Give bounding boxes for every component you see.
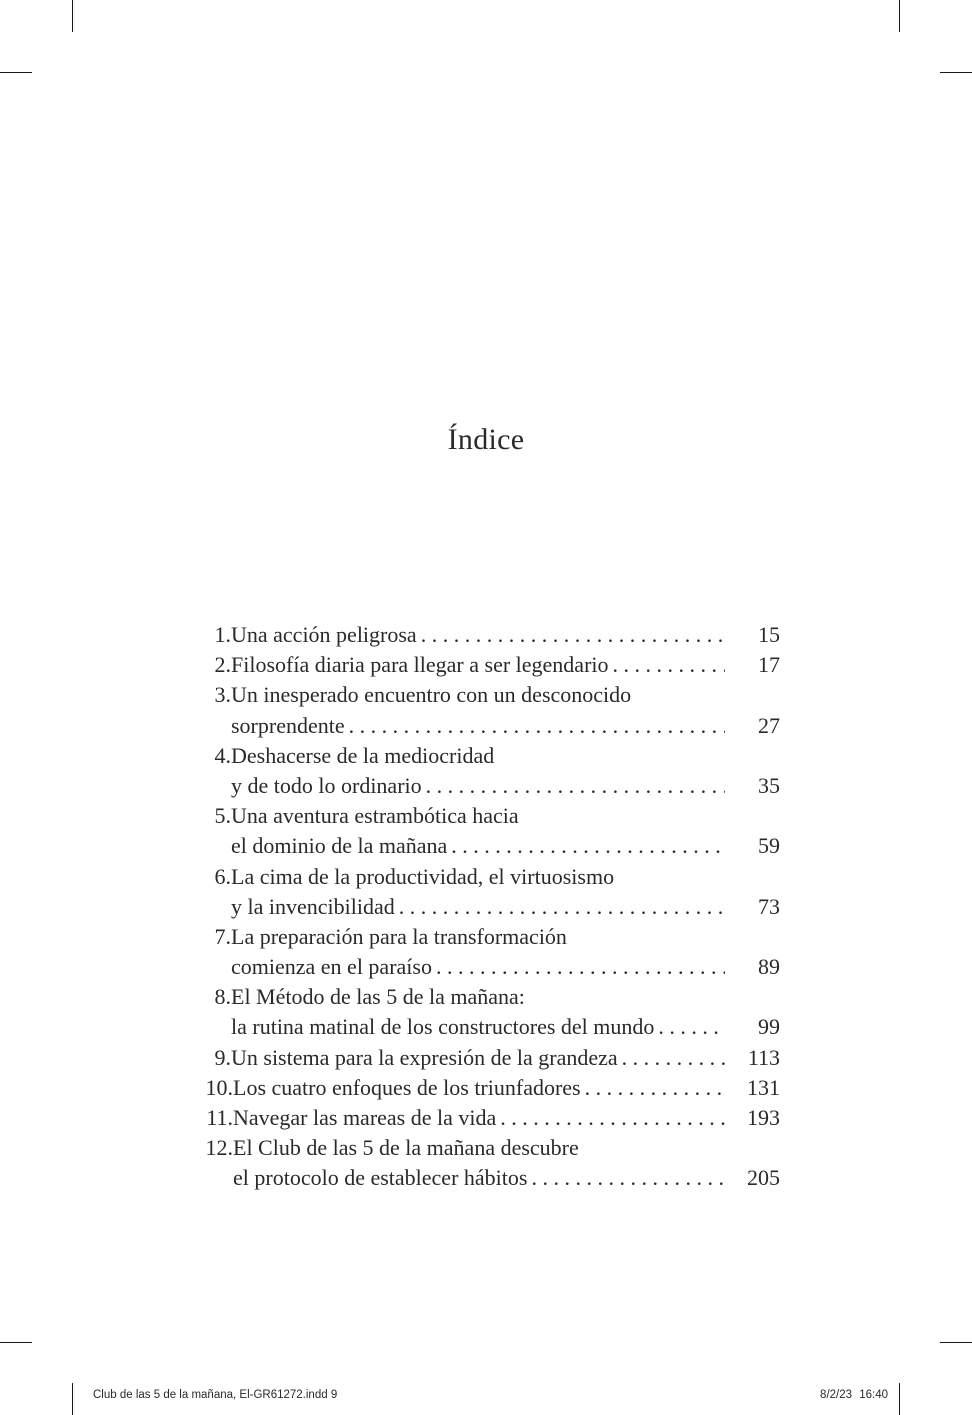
toc-leader-dots [421,620,725,650]
toc-line [190,620,780,650]
toc-entry-page: 89 [758,954,780,980]
toc-entry-title: Los cuatro enfoques de los triunfadores [233,1074,581,1100]
toc-entry-title: el dominio de la mañana [231,833,448,859]
toc-entry-number: 6. [214,863,231,889]
page-title: Índice [447,423,525,456]
toc-entry [190,1073,780,1103]
toc-entry-title: comienza en el paraíso [231,954,432,980]
toc-entry-title: Una acción peligrosa [231,622,417,647]
toc-line [190,982,780,1012]
toc-entry-title: la rutina matinal de los constructores del mundo [231,1014,655,1040]
crop-mark-bottom-right-vertical [899,1383,900,1415]
toc-entry-page: 27 [758,712,780,738]
toc-entry [190,862,780,922]
toc-leader-dots [451,831,725,861]
toc-entry-title: El Método de las 5 de la mañana: [231,984,525,1010]
toc-entry-title: Un sistema para la expresión de la grandeza [231,1044,618,1070]
toc-entry-title: y de todo lo ordinario [231,772,422,798]
toc-entry-page: 113 [747,1044,780,1070]
toc-leader-dots [500,1103,725,1133]
crop-mark-bottom-right-horizontal [940,1342,972,1343]
toc-entry-title: Filosofía diaria para llegar a ser legendario [231,652,609,678]
toc-entry [190,1043,780,1073]
toc-entry-title: Un inesperado encuentro con un desconocido [231,682,632,708]
toc-entry-title: el protocolo de establecer hábitos [233,1165,528,1191]
toc-line [190,741,780,771]
toc-entry [190,1103,780,1133]
toc-leader-dots [585,1073,725,1103]
toc-entry-page: 131 [747,1074,780,1100]
crop-mark-top-left-vertical [72,0,73,32]
slug-datetime: 8/2/23 16:40 [820,1389,888,1401]
toc-entry-title: La cima de la productividad, el virtuosismo [231,863,615,889]
toc-entry [190,1133,780,1193]
toc-entry-title: Navegar las mareas de la vida [233,1105,497,1130]
toc-line [190,711,780,741]
toc-entry-number: 5. [214,803,231,829]
toc-entry [190,741,780,801]
toc-entry-page: 35 [758,772,780,798]
toc-entry-title: La preparación para la transformación [231,923,567,949]
toc-leader-dots [658,1012,725,1042]
toc-line [190,831,780,861]
toc-entry [190,982,780,1042]
toc-entry-page: 73 [758,893,780,919]
toc-leader-dots [613,650,725,680]
toc-entry-page: 205 [747,1165,780,1191]
toc-leader-dots [531,1163,725,1193]
crop-mark-top-left-horizontal [0,72,32,73]
toc-entry-page: 15 [758,622,780,647]
toc-line [190,1043,780,1073]
toc-line [190,1163,780,1193]
toc-entry [190,620,780,650]
toc-line [190,650,780,680]
toc-leader-dots [426,771,725,801]
toc-line [190,680,780,710]
crop-mark-bottom-left-vertical [72,1383,73,1415]
toc-leader-dots [436,952,725,982]
toc-line [190,1012,780,1042]
toc-line [190,952,780,982]
table-of-contents [190,620,780,1194]
toc-entry-number: 12. [205,1135,233,1161]
toc-entry-number: 2. [214,652,231,678]
toc-entry-number: 9. [214,1044,231,1070]
toc-entry-number: 1. [214,622,231,647]
toc-line [190,771,780,801]
toc-entry-number: 10. [205,1074,233,1100]
slug-filename: Club de las 5 de la mañana, El-GR61272.indd 9 [93,1389,338,1401]
crop-mark-top-right-horizontal [940,72,972,73]
toc-entry-number: 8. [214,984,231,1010]
toc-entry-title: y la invencibilidad [231,893,395,919]
toc-entry-title: Una aventura estrambótica hacia [231,803,519,829]
toc-entry-title: El Club de las 5 de la mañana descubre [233,1135,579,1161]
toc-line [190,1073,780,1103]
toc-leader-dots [399,892,725,922]
toc-leader-dots [349,711,725,741]
toc-entry [190,801,780,861]
crop-mark-top-right-vertical [899,0,900,32]
toc-entry [190,680,780,740]
toc-entry-page: 59 [758,833,780,859]
toc-entry [190,650,780,680]
toc-entry-title: sorprendente [231,712,345,738]
crop-mark-bottom-left-horizontal [0,1342,32,1343]
toc-entry-number: 7. [214,923,231,949]
toc-line [190,801,780,831]
toc-entry-number: 4. [214,742,231,768]
toc-line [190,862,780,892]
toc-entry-page: 99 [758,1014,780,1040]
toc-line [190,922,780,952]
toc-entry-page: 193 [747,1105,780,1130]
toc-entry [190,922,780,982]
toc-entry-title: Deshacerse de la mediocridad [231,742,495,768]
toc-line [190,892,780,922]
toc-entry-page: 17 [758,652,780,678]
toc-entry-number: 3. [214,682,231,708]
toc-leader-dots [622,1043,725,1073]
toc-line [190,1103,780,1133]
toc-entry-number: 11. [206,1105,233,1130]
toc-line [190,1133,780,1163]
